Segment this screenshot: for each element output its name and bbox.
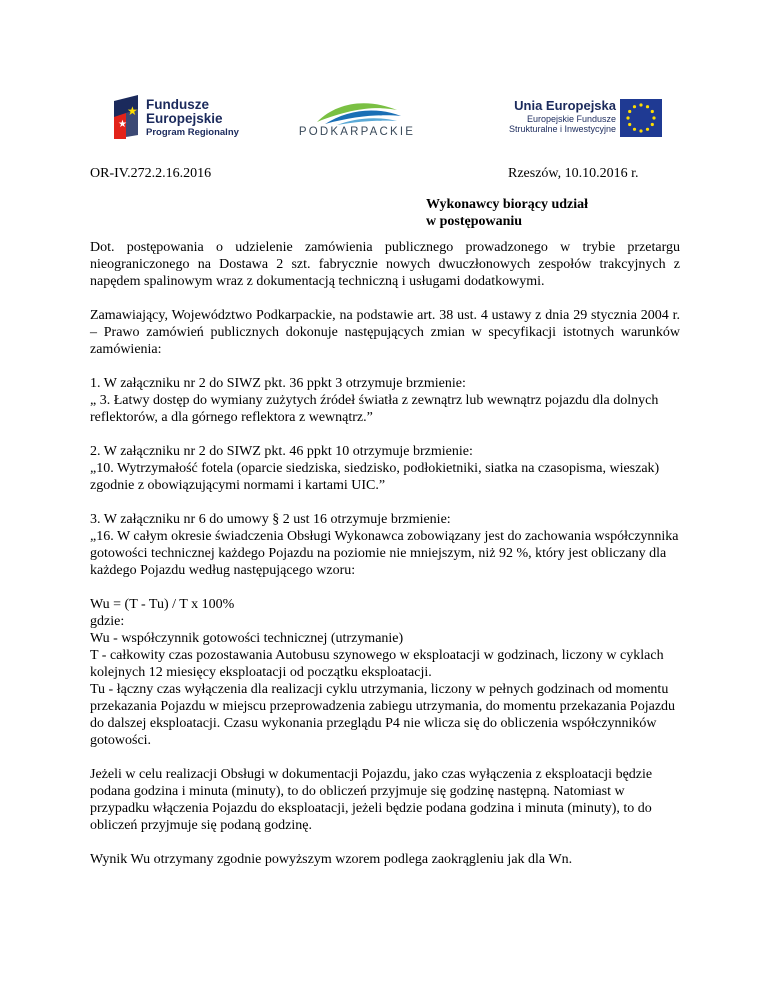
formula: Wu = (T - Tu) / T x 100% (90, 597, 235, 612)
unia-europejska-logo (492, 99, 662, 141)
podkarpackie-label: PODKARPACKIE (298, 126, 416, 138)
podkarpackie-hills-icon (297, 96, 417, 126)
letter-date: Rzeszów, 10.10.2016 r. (508, 166, 639, 181)
unia-line1: Unia Europejska (514, 98, 616, 113)
addressee-line2: w postępowaniu (426, 214, 523, 229)
reference-number: OR-IV.272.2.16.2016 (90, 166, 212, 181)
unia-line3: Strukturalne i Inwestycyjne (508, 124, 616, 135)
change-1-title: 1. W załączniku nr 2 do SIWZ pkt. 36 ppkt 3 otrzymuje brzmienie: (90, 376, 466, 391)
result-paragraph: Wynik Wu otrzymany zgodnie powyższym wzorem podlega zaokrągleniu jak dla Wn. (90, 852, 573, 867)
podkarpackie-logo (297, 96, 417, 141)
eu-flag-icon (620, 99, 662, 137)
change-1 (90, 375, 680, 426)
change-3-title: 3. W załączniku nr 6 do umowy § 2 ust 16 otrzymuje brzmienie: (90, 512, 451, 527)
definition-tu: Tu - łączny czas wyłączenia dla realizacji cyklu utrzymania, liczony w pełnych godzinach od momentu przekazania Pojazdu w miejscu przeprowadzenia zabiegu utrzymania, do momentu przekazania Pojazdu do dalszej eksploatacji. Czasu wykonania przeglądu P4 nie wlicza się do obliczenia współczynników gotowości. (90, 682, 676, 748)
definition-wu: Wu - współczynnik gotowości technicznej (utrzymanie) (90, 631, 404, 646)
change-2-text: „10. Wytrzymałość fotela (oparcie siedziska, siedzisko, podłokietniki, siatka na czasopisma, wieszak) zgodnie z obowiązującymi normami i kartami UIC.” (90, 461, 660, 493)
intro-paragraph: Zamawiający, Województwo Podkarpackie, na podstawie art. 38 ust. 4 ustawy z dnia 29 stycznia 2004 r. – Prawo zamówień publicznych dokonuje następujących zmian w specyfikacji istotnych warunków zamówienia: (90, 308, 680, 357)
change-2-title: 2. W załączniku nr 2 do SIWZ pkt. 46 ppkt 10 otrzymuje brzmienie: (90, 444, 473, 459)
change-3 (90, 511, 680, 579)
fundusze-line3: Program Regionalny (146, 127, 239, 139)
fundusze-europejskie-logo (112, 95, 262, 143)
fundusze-line2: Europejskie (146, 111, 223, 127)
change-2 (90, 443, 680, 494)
addressee-line1: Wykonawcy biorący udział (426, 197, 589, 212)
change-3-text: „16. W całym okresie świadczenia Obsługi Wykonawca zobowiązany jest do zachowania współczynnika gotowości technicznej każdego Pojazdu na poziomie nie mniejszym, niż 92 %, który jest obliczany dla każdego Pojazdu według następującego wzoru: (90, 529, 679, 578)
fundusze-line1: Fundusze (146, 97, 209, 112)
unia-line2: Europejskie Fundusze (526, 114, 616, 125)
formula-where: gdzie: (90, 614, 125, 629)
svg-text:★: ★ (118, 119, 127, 130)
subject-paragraph: Dot. postępowania o udzielenie zamówienia publicznego prowadzonego w trybie przetargu nieograniczonego na Dostawa 2 szt. fabrycznie nowych dwuczłonowych zespołów trakcyjnych z napędem spalinowym wraz z dokumentacją techniczną i usługami dodatkowymi. (90, 240, 680, 289)
definition-t: T - całkowity czas pozostawania Autobusu szynowego w eksploatacji w godzinach, liczony w cyklach kolejnych 12 miesięcy eksploatacji od początku eksploatacji. (90, 648, 664, 680)
formula-block (90, 596, 680, 749)
rounding-paragraph: Jeżeli w celu realizacji Obsługi w dokumentacji Pojazdu, jako czas wyłączenia z eksploatacji będzie podana godzina i minuta (minuty), to do obliczeń przyjmuje się godzinę następną. Natomiast w przypadku włączenia Pojazdu do eksploatacji, jeżeli będzie podana godzina i minuta (minuty), to do obliczeń przyjmuje się podaną godzinę. (90, 767, 653, 833)
letter-body (90, 239, 680, 885)
addressee (426, 196, 588, 230)
svg-text:★: ★ (127, 104, 138, 118)
fundusze-flag-icon (112, 95, 144, 139)
change-1-text: „ 3. Łatwy dostęp do wymiany zużytych źródeł światła z zewnątrz lub wewnątrz pojazdu dla dolnych reflektorów, a dla górnego reflektora z wewnątrz.” (90, 393, 659, 425)
